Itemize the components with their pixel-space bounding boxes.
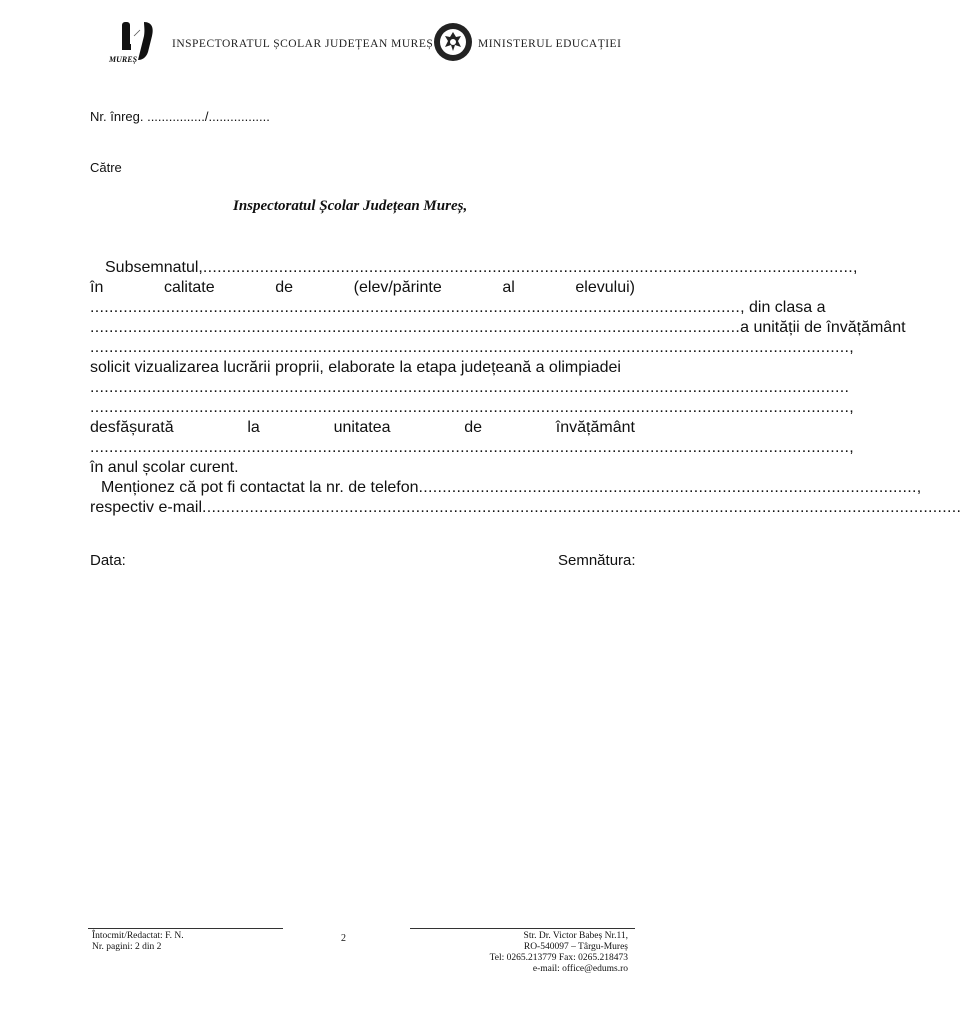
footer-divider-left xyxy=(88,928,283,929)
olympiad-field[interactable]: ................................................................................................................................................................ xyxy=(90,379,850,396)
held-word-2: la xyxy=(247,419,260,436)
capacity-word-5: al xyxy=(502,279,515,296)
form-line-held-school: ................................................................................................................................................................ , xyxy=(90,439,854,456)
registration-number: Nr. înreg. ................/................. xyxy=(90,109,270,124)
held-word-1: desfășurată xyxy=(90,419,174,436)
form-line-olympiad xyxy=(90,377,850,397)
footer-address: Str. Dr. Victor Babeș Nr.11, xyxy=(523,931,628,941)
class-label: , din clasa a xyxy=(740,299,826,316)
form-line-capacity xyxy=(90,277,635,297)
form-line-name: Subsemnatul, ......................................................................................................................................... , xyxy=(90,257,635,277)
org-right-name: MINISTERUL EDUCAȚIEI xyxy=(478,38,622,50)
logo-text: MUREȘ xyxy=(109,55,138,64)
held-word-5: învățământ xyxy=(555,419,635,436)
isj-mures-logo xyxy=(108,20,160,64)
footer-pages: Nr. pagini: 2 din 2 xyxy=(92,942,162,952)
name-label: Subsemnatul, xyxy=(105,259,203,276)
school-year-text: în anul școlar curent. xyxy=(90,459,239,476)
org-left-name: INSPECTORATUL ȘCOLAR JUDEȚEAN MUREȘ xyxy=(172,38,434,50)
email-label: respectiv e-mail xyxy=(90,499,203,516)
footer-left xyxy=(92,931,184,953)
capacity-word-6: elevului) xyxy=(575,279,635,296)
date-label: Data: xyxy=(90,552,126,569)
request-text: solicit vizualizarea lucrării proprii, elaborate la etapa județeană a olimpiadei xyxy=(90,359,621,376)
name-field[interactable]: ......................................................................................................................................... xyxy=(202,259,853,276)
form-line-phone: Menționez că pot fi contactat la nr. de telefon ......................................................................................................... , xyxy=(90,477,635,497)
email-field[interactable]: ................................................................................................................................................................ xyxy=(202,499,961,516)
held-school-field[interactable]: ................................................................................................................................................................ xyxy=(90,439,850,456)
addressee: Inspectoratul Școlar Județean Mureș, xyxy=(233,198,468,214)
to-label: Către xyxy=(90,160,122,175)
form-line-olympiad-cont: ................................................................................................................................................................ , xyxy=(90,399,854,416)
page-number: 2 xyxy=(341,933,346,944)
footer-phone-fax: Tel: 0265.213779 Fax: 0265.218473 xyxy=(489,953,628,963)
form-line-held-at xyxy=(90,417,635,437)
signature-label: Semnătura: xyxy=(558,552,636,569)
capacity-field[interactable]: ......................................................................................................................................... xyxy=(90,299,741,316)
footer-divider-right xyxy=(410,928,635,929)
footer-contact xyxy=(420,931,628,975)
held-word-4: de xyxy=(464,419,483,436)
class-field[interactable]: ......................................................................................................................................... xyxy=(90,319,741,336)
held-word-3: unitatea xyxy=(333,419,391,436)
footer-email: e-mail: office@edums.ro xyxy=(532,964,628,974)
form-line-email xyxy=(90,497,961,517)
capacity-word-1: în xyxy=(90,279,104,296)
capacity-word-3: de xyxy=(275,279,294,296)
school-field[interactable]: ................................................................................................................................................................ xyxy=(90,339,850,356)
phone-field[interactable]: ......................................................................................................... xyxy=(418,479,917,496)
capacity-word-2: calitate xyxy=(163,279,215,296)
capacity-word-4: (elev/părinte xyxy=(353,279,442,296)
letterhead xyxy=(0,18,723,68)
footer-city: RO-540097 – Târgu-Mureș xyxy=(523,942,628,952)
olympiad-field-cont[interactable]: ................................................................................................................................................................ xyxy=(90,399,850,416)
footer-author: Întocmit/Redactat: F. N. xyxy=(92,931,184,941)
government-seal-icon xyxy=(433,22,473,62)
form-line-request xyxy=(90,357,635,377)
form-line-class xyxy=(90,297,826,317)
school-label: a unității de învățământ xyxy=(740,319,906,336)
phone-label: Menționez că pot fi contactat la nr. de telefon xyxy=(101,479,419,496)
form-line-year xyxy=(90,457,635,477)
form-line-school xyxy=(90,317,906,337)
form-line-school-name: ................................................................................................................................................................ , xyxy=(90,339,854,356)
